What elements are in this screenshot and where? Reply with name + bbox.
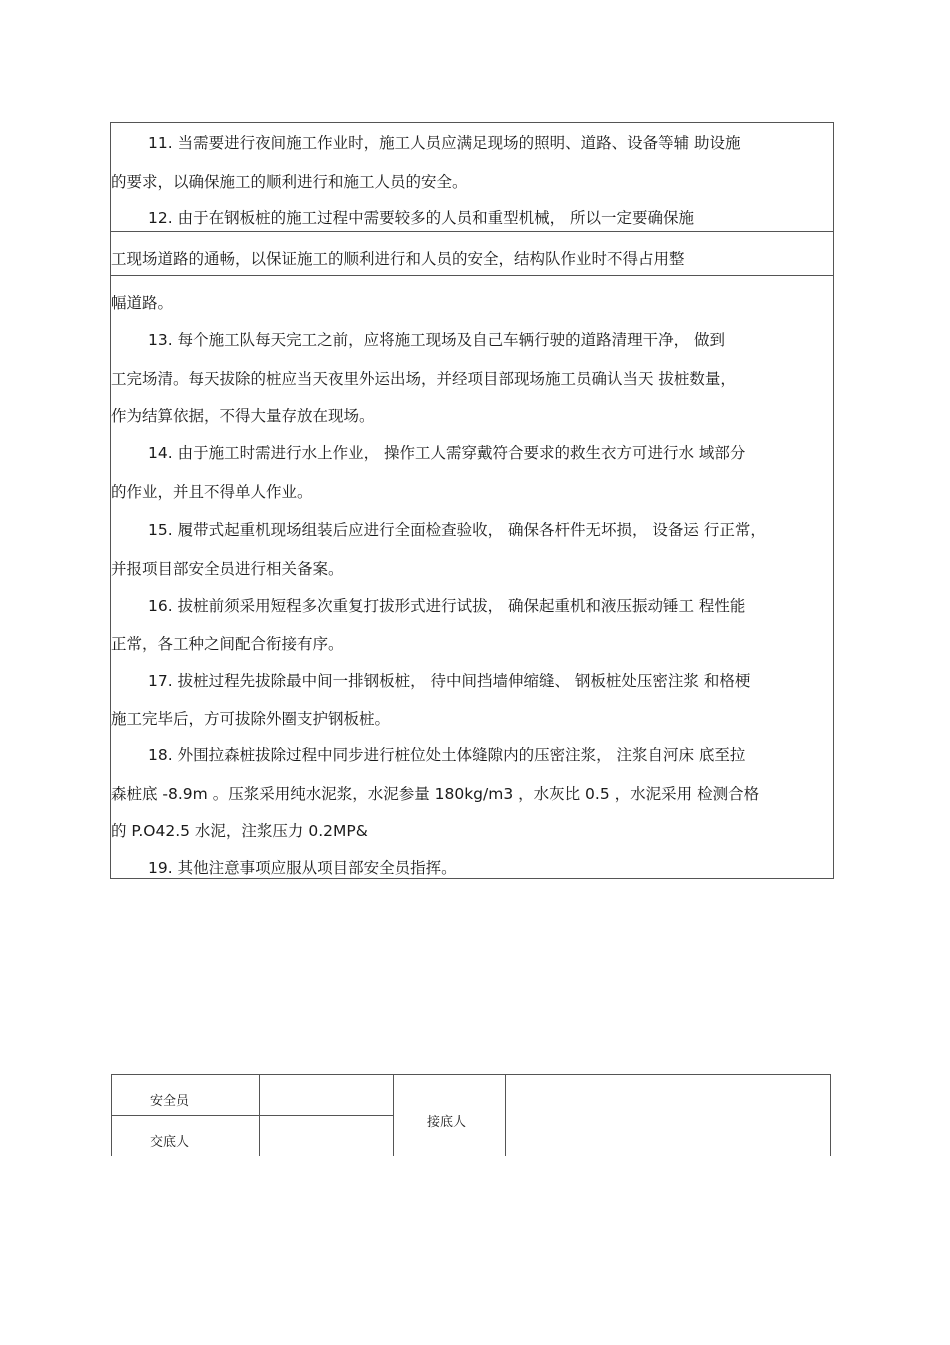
row-divider bbox=[110, 231, 834, 232]
text-line: 15. 履带式起重机现场组装后应进行全面检查验收， 确保各杆件无坏损， 设备运 行正常， bbox=[148, 521, 766, 539]
text-line: 17. 拔桩过程先拔除最中间一排钢板桩， 待中间挡墙伸缩缝、 钢板桩处压密注浆 和格梗 bbox=[148, 672, 751, 690]
discloser-label: 交底人 bbox=[150, 1135, 190, 1150]
sig-col-border bbox=[505, 1074, 506, 1156]
text-line: 工现场道路的通畅，以保证施工的顺利进行和人员的安全，结构队作业时不得占用整 bbox=[111, 250, 685, 268]
text-line: 森桩底 -8.9m 。压浆采用纯水泥浆，水泥参量 180kg/m3 ，水灰比 0.5 ，水泥采用 检测合格 bbox=[111, 785, 760, 803]
row-divider bbox=[110, 275, 834, 276]
text-line: 12. 由于在钢板桩的施工过程中需要较多的人员和重型机械， 所以一定要确保施 bbox=[148, 209, 695, 227]
text-line: 的 P.O42.5 水泥，注浆压力 0.2MP& bbox=[111, 822, 368, 840]
text-line: 11. 当需要进行夜间施工作业时，施工人员应满足现场的照明、道路、设备等辅 助设施 bbox=[148, 134, 741, 152]
text-line: 并报项目部安全员进行相关备案。 bbox=[111, 560, 344, 578]
sig-col-border bbox=[259, 1074, 260, 1156]
text-line: 的要求，以确保施工的顺利进行和施工人员的安全。 bbox=[111, 173, 468, 191]
text-line: 18. 外围拉森桩拔除过程中同步进行桩位处土体缝隙内的压密注浆， 注浆自河床 底至拉 bbox=[148, 746, 746, 764]
text-line: 施工完毕后，方可拔除外圈支护钢板桩。 bbox=[111, 710, 391, 728]
text-line: 14. 由于施工时需进行水上作业， 操作工人需穿戴符合要求的救生衣方可进行水 域部分 bbox=[148, 444, 746, 462]
text-line: 正常，各工种之间配合衔接有序。 bbox=[111, 635, 344, 653]
text-line: 16. 拔桩前须采用短程多次重复打拔形式进行试拔， 确保起重机和液压振动锤工 程性能 bbox=[148, 597, 746, 615]
text-line: 19. 其他注意事项应服从项目部安全员指挥。 bbox=[148, 859, 457, 877]
safety-officer-label: 安全员 bbox=[150, 1094, 190, 1109]
text-line: 作为结算依据，不得大量存放在现场。 bbox=[111, 407, 375, 425]
text-line: 13. 每个施工队每天完工之前，应将施工现场及自己车辆行驶的道路清理干净， 做到 bbox=[148, 331, 726, 349]
sig-col-border bbox=[111, 1074, 112, 1156]
sig-col-border bbox=[830, 1074, 831, 1156]
text-line: 工完场清。每天拔除的桩应当天夜里外运出场，并经项目部现场施工员确认当天 拔桩数量， bbox=[111, 370, 736, 388]
text-line: 的作业，并且不得单人作业。 bbox=[111, 483, 313, 501]
sig-col-border bbox=[393, 1074, 394, 1156]
receiver-label: 接底人 bbox=[427, 1115, 467, 1130]
sig-top-border bbox=[111, 1074, 831, 1075]
text-line: 幅道路。 bbox=[111, 294, 174, 312]
sig-mid-border bbox=[111, 1115, 394, 1116]
